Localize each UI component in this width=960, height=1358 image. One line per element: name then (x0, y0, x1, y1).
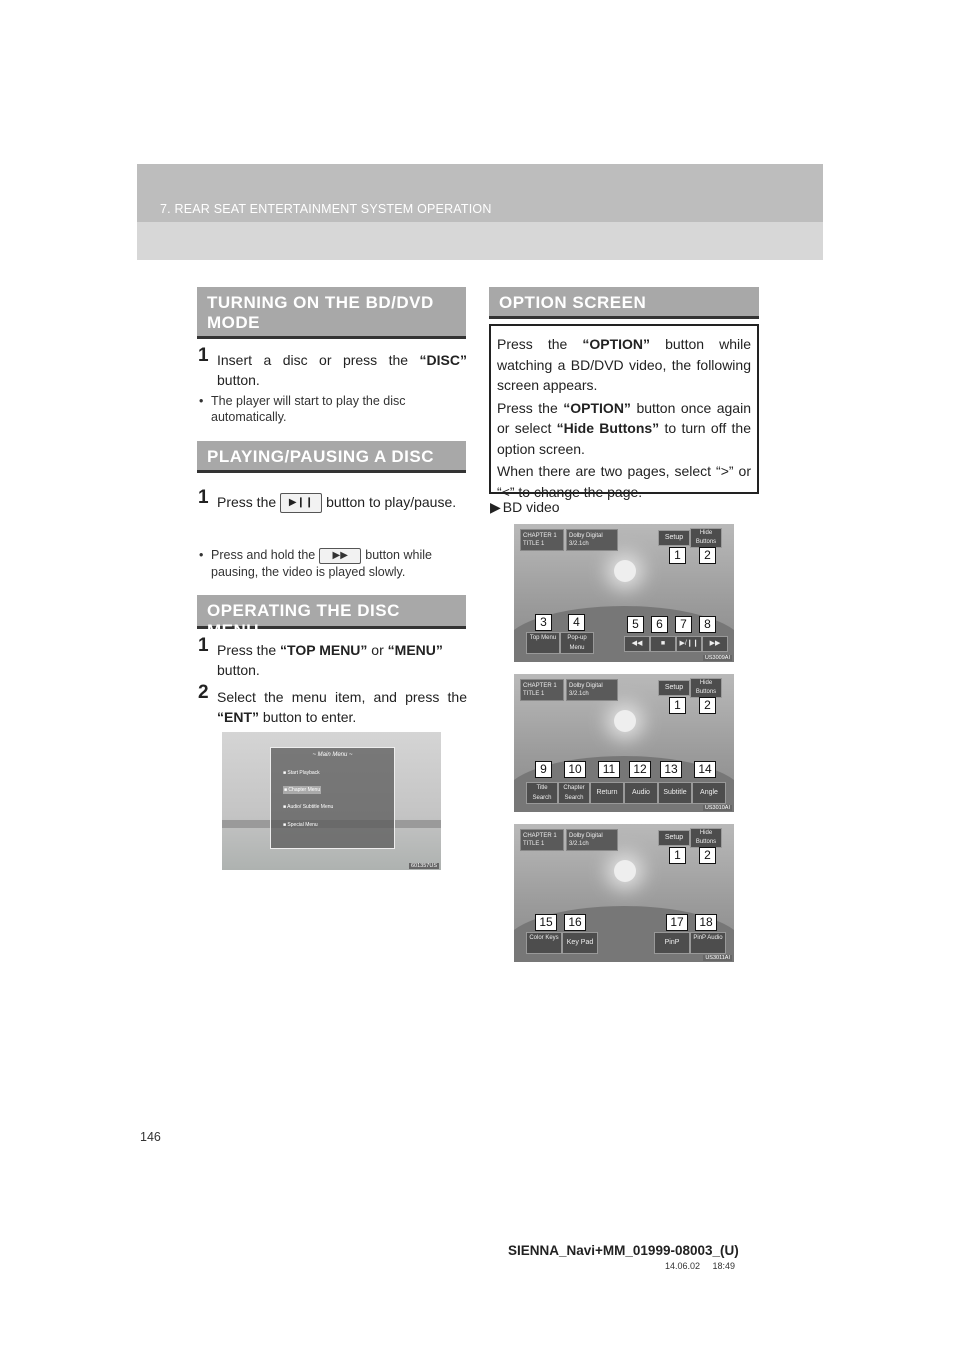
heading-playing: PLAYING/PAUSING A DISC (197, 441, 466, 473)
callout: 3 (535, 614, 552, 631)
main-menu-panel (270, 747, 395, 849)
callout: 1 (669, 847, 686, 864)
hide-buttons-button[interactable]: Hide Buttons (690, 528, 722, 548)
heading-option-screen: OPTION SCREEN (489, 287, 759, 319)
callout: 1 (669, 697, 686, 714)
menu-item-special: ■ Special Menu (283, 822, 318, 828)
step-play-pause: 1 Press the ▶❙❙ button to play/pause. (199, 492, 467, 513)
menu-item-chapter: ■ Chapter Menu (284, 787, 321, 793)
main-menu-screenshot (222, 732, 441, 870)
callout: 14 (694, 761, 716, 778)
rewind-button[interactable]: ◀◀ (624, 636, 650, 652)
return-button[interactable]: Return (590, 782, 624, 804)
callout: 10 (564, 761, 586, 778)
doc-id: SIENNA_Navi+MM_01999-08003_(U) (508, 1243, 739, 1258)
page-number: 146 (140, 1130, 161, 1144)
callout: 16 (564, 914, 586, 931)
sun (614, 710, 636, 732)
title-search-button[interactable]: Title Search (526, 782, 558, 804)
callout: 11 (598, 761, 620, 778)
callout: 17 (666, 914, 688, 931)
image-code: 601357US (411, 863, 437, 869)
sun (614, 560, 636, 582)
step-top-menu: 1 Press the “TOP MENU” or “MENU” button. (198, 635, 443, 678)
top-menu-button[interactable]: Top Menu (526, 632, 560, 654)
callout: 5 (627, 616, 644, 633)
menu-item-audio: ■ Audio/ Subtitle Menu (283, 804, 334, 810)
option-screen-2 (514, 674, 734, 812)
chapter-label: CHAPTER 1 TITLE 1 (520, 679, 564, 701)
print-timestamp: 14.06.02 18:49 (665, 1261, 736, 1271)
heading-turning-on: TURNING ON THE BD/DVD MODE (197, 287, 466, 339)
callout: 8 (699, 616, 716, 633)
callout: 9 (535, 761, 552, 778)
callout: 7 (675, 616, 692, 633)
setup-button[interactable]: Setup (658, 830, 690, 846)
callout: 4 (568, 614, 585, 631)
stop-button[interactable]: ■ (650, 636, 676, 652)
dolby-label: Dolby Digital 3/2.1ch (566, 829, 618, 851)
step-insert-disc: 1 Insert a disc or press the “DISC” button. (198, 345, 467, 388)
fast-forward-button[interactable]: ▶▶ (702, 636, 728, 652)
popup-menu-button[interactable]: Pop-up Menu (560, 632, 594, 654)
fast-forward-icon: ▶▶ (319, 548, 361, 564)
menu-item-start: ■ Start Playback (283, 770, 320, 776)
setup-button[interactable]: Setup (658, 680, 690, 696)
option-screen-3 (514, 824, 734, 962)
dolby-label: Dolby Digital 3/2.1ch (566, 529, 618, 551)
audio-button[interactable]: Audio (624, 782, 658, 804)
chapter-search-button[interactable]: Chapter Search (558, 782, 590, 804)
main-menu-title: ~ Main Menu ~ (312, 752, 353, 758)
callout: 13 (660, 761, 682, 778)
bullet-auto-play: • The player will start to play the disc automatically. (199, 394, 406, 424)
dolby-label: Dolby Digital 3/2.1ch (566, 679, 618, 701)
chapter-label: CHAPTER 1 TITLE 1 (520, 829, 564, 851)
key-pad-button[interactable]: Key Pad (562, 932, 598, 954)
hide-buttons-button[interactable]: Hide Buttons (690, 828, 722, 848)
callout: 6 (651, 616, 668, 633)
image-code: US3009AI (704, 655, 730, 661)
callout: 2 (699, 547, 716, 564)
step-number: 1 (198, 345, 209, 366)
option-info-box: Press the “OPTION” button while watching a BD/DVD video, the following screen appears. Press the “OPTION” button once again or select “Hide Buttons” to turn off the option screen. When there are two pages, select “>” or “<” to change the page. (489, 324, 759, 494)
callout: 15 (535, 914, 557, 931)
pinp-button[interactable]: PinP (654, 932, 690, 954)
color-keys-button[interactable]: Color Keys (526, 932, 562, 954)
angle-button[interactable]: Angle (692, 782, 726, 804)
hide-buttons-button[interactable]: Hide Buttons (690, 678, 722, 698)
subtitle-button[interactable]: Subtitle (658, 782, 692, 804)
heading-disc-menu: OPERATING THE DISC MENU (197, 595, 466, 629)
bullet-slow-play: • Press and hold the ▶▶ button while pausing, the video is played slowly. (199, 548, 432, 579)
section-title: 7. REAR SEAT ENTERTAINMENT SYSTEM OPERATION (160, 202, 492, 216)
pinp-audio-button[interactable]: PinP Audio (690, 932, 726, 954)
callout: 1 (669, 547, 686, 564)
image-code: US3010AI (704, 805, 730, 811)
callout: 18 (695, 914, 717, 931)
play-pause-button[interactable]: ▶/❙❙ (676, 636, 702, 652)
step-select-item: 2 Select the menu item, and press the “ENT” button to enter. (198, 682, 467, 725)
callout: 12 (629, 761, 651, 778)
setup-button[interactable]: Setup (658, 530, 690, 546)
chapter-label: CHAPTER 1 TITLE 1 (520, 529, 564, 551)
callout: 2 (699, 847, 716, 864)
bd-video-label: ▶ BD video (490, 499, 560, 515)
sun (614, 860, 636, 882)
callout: 2 (699, 697, 716, 714)
option-screen-1 (514, 524, 734, 662)
image-code: US3011AI (705, 955, 730, 961)
play-pause-button-icon: ▶❙❙ (280, 493, 322, 513)
